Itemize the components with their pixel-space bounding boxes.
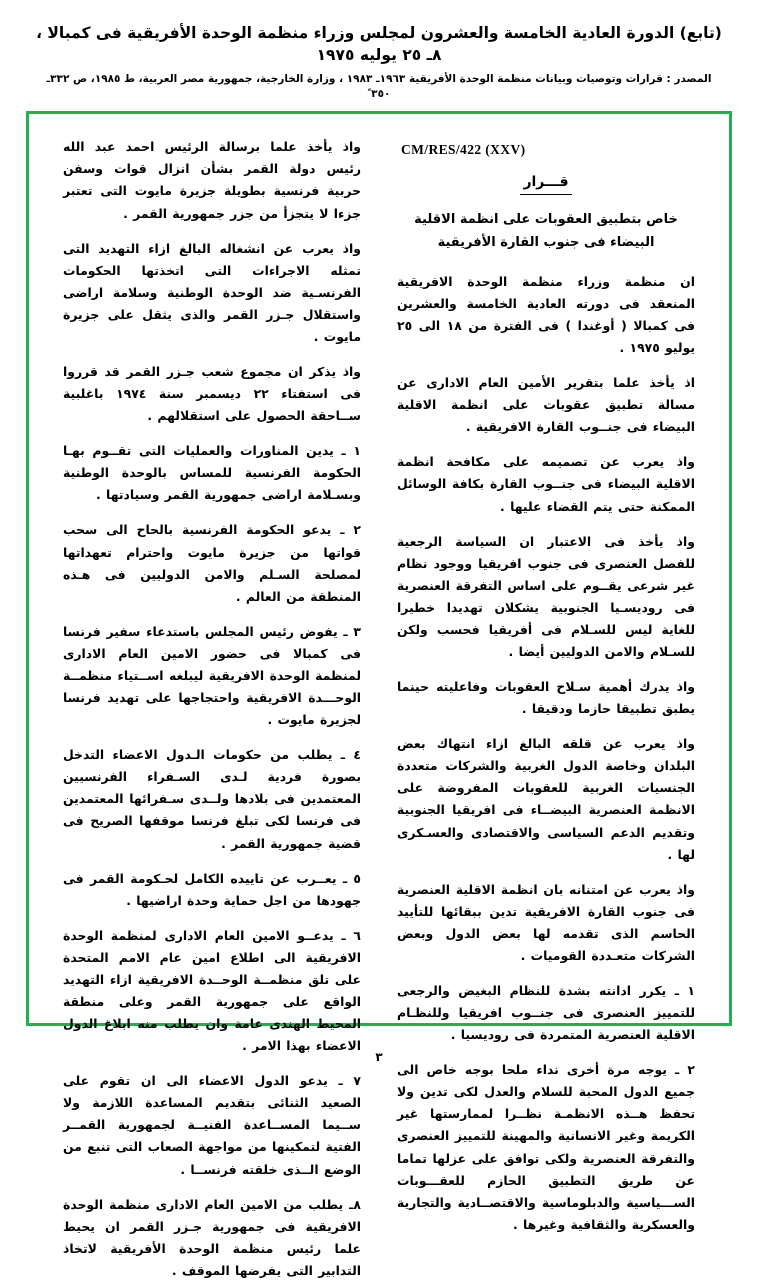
paragraph: ان منظمة وزراء منظمة الوحدة الافريقية المنعقد فى دورته العادية الخامسة والعشرين فى كمبالا ( أوغندا ) فى الفترة من ١٨ الى ٢٥ يوليو ١٩٧٥ . bbox=[397, 273, 695, 356]
paragraph: ٢ ـ يدعو الحكومة الفرنسية بالحاح الى سحب قواتها من جزيرة مايوت واحترام تعهداتها لمصلحة السـلم والامن الدوليين فى هـذه المنطقة من العالم . bbox=[63, 522, 361, 604]
paragraph: واذ يعرب عن قلقه البالغ ازاء انتهاك بعض البلدان وخاصة الدول الغربية والشركات متعددة الجنسيات الغربية للعقوبات المفروضة على الانظمة العنصرية البيضــاء فى افريقيا الجنوبية وتقديم الدعم السياسى والاقتصادى والعسـكرى لها . bbox=[397, 736, 695, 862]
paragraph: واذ يأخذ فى الاعتبار ان السياسة الرجعية للفصل العنصرى فى جنوب افريقيا ووجود نظام غير شرعى يقــوم على اساس التفرقة العنصرية فى روديسـيا الجنوبية يشكلان تهديدا خطيرا للغاية ليس للسـلام فى أفريقيا فحسب ولكن للسـلام والامن الدوليين أيضا . bbox=[397, 533, 695, 659]
page-header bbox=[26, 22, 732, 101]
paragraph: ٧ ـ يدعو الدول الاعضاء الى ان تقوم على الصعيد الثنائى بتقديم المساعدة اللازمة ولا ســيما المســاعدة الفنيــة لجمهورية القمــر الفتية لتمكينها من مواجهة الصعاب التى تنبع من الوضع الــذى خلقته فرنســا . bbox=[63, 1073, 361, 1177]
two-column-layout bbox=[45, 132, 713, 1278]
heading-divider bbox=[520, 194, 572, 195]
document-code: CM/RES/422 (XXV) bbox=[401, 142, 526, 158]
paragraph: اذ يأخذ علما بتقرير الأمين العام الادارى عن مسالة تطبيق عقوبات على انظمة الاقلية البيضاء فى جنــوب القارة الافريقية . bbox=[397, 375, 695, 435]
column-left bbox=[45, 132, 379, 1278]
paragraph: واذ يعرب عن تصميمه على مكافحة انظمة الاقلية البيضاء فى جنــوب القارة بكافة الوسائل الممكنة حتى يتم القضاء عليها . bbox=[397, 454, 695, 514]
paragraph: واذ يعرب عن امتنانه بان انظمة الاقلية العنصرية فى جنوب القارة الافريقية تدين ببقائها للتأييد الحاسم الذى تقدمه لها بعض الدول وبعض الشركات متعـددة القوميات . bbox=[397, 881, 695, 963]
header-title: (تابع) الدورة العادية الخامسة والعشرون لمجلس وزراء منظمة الوحدة الأفريقية فى كمبالا ، ٨ـ ٢٥ يوليه ١٩٧٥ bbox=[36, 24, 722, 65]
paragraph: ٢ ـ يوجه مرة أخرى نداء ملحا بوجه خاص الى جميع الدول المحبة للسلام والعدل لكى تدين ولا تحفظ هــذه الانظمـة نظــرا لممارستها غير الكريمة وغير الانسانية والمهينة للتمييز العنصرى والتفرقة العنصرية ولكى توافق على عزلها تماما عن طريق التطبيق الحازم للعقـــوبات الســـياسية والدبلوماسية والاقتصــادية والتجارية والعسكرية والثقافية وغيرها . bbox=[397, 1062, 695, 1232]
paragraph: ٦ ـ يدعــو الامين العام الادارى لمنظمة الوحدة الافريقية الى اطلاع امين عام الامم المتحدة على تلق منظمــة الوحــدة الافريقية ازاء التهديد الواقع على جمهورية القمر وعلى منطقة المحيط الهندى عامة وان يطلب منه ابلاغ الدول الاعضاء بهذا الامر . bbox=[63, 927, 361, 1054]
paragraph: واذ يذكر ان مجموع شعب جـزر القمر قد قرروا فى استفتاء ٢٢ ديسمبر سنة ١٩٧٤ باغلبية ســاحقة الحصول على استقلالهم . bbox=[63, 364, 361, 424]
page-number: ٣ bbox=[375, 1050, 383, 1064]
content-frame bbox=[26, 111, 732, 1278]
paragraph: واذ يعرب عن انشغاله البالغ ازاء التهديد التى تمثله الاجراءات التى اتخذتها الحكومات الفرنسـية ضد الوحدة الوطنية وسلامة اراضى واستقلال جـزر القمر والذى يثقل على جزيرة مايوت . bbox=[63, 240, 361, 344]
paragraph: واذ يأخذ علما برسالة الرئيس احمد عبد الله رئيس دولة القمر بشأن انزال قوات وسفن حربية فرنسية بطويلة جزيرة مايوت التى تعتبر جزءا لا يتجزأ من جزر جمهورية القمر . bbox=[63, 139, 361, 221]
paragraph: ١ ـ يدين المناورات والعمليات التى تقــوم بهـا الحكومة الفرنسية للمساس بالوحدة الوطنية وبسـلامة اراضى جمهورية القمر وسيادتها . bbox=[63, 443, 361, 503]
paragraph: ٣ ـ يفوض رئيس المجلس باستدعاء سفير فرنسا فى كمبالا فى حضور الامين العام الادارى لمنظمة الوحدة الافريقية ليبلغه اســتياء منظمــة الوحـــدة الافريقية واحتجاجها على تهديد فرنسا لجزيرة مايوت . bbox=[63, 623, 361, 728]
header-source: المصدر : قرارات وتوصيات وبيانات منظمة الوحدة الأفريقية ١٩٦٣ـ ١٩٨٣ ، وزارة الخارجية، جمهورية مصر العربية، ط ١٩٨٥، ص ٣٣٢ـ ٣٥٠ ً bbox=[46, 72, 712, 100]
column-right bbox=[379, 132, 713, 1232]
paragraph: واذ يدرك أهمية سـلاح العقوبات وفاعليته حينما يطبق تطبيقا حازما ودقيقا . bbox=[397, 679, 695, 717]
paragraph: ٥ ـ يعــرب عن تاييده الكامل لحـكومة القمر فى جهودها من اجل حماية وحدة اراضيها . bbox=[63, 870, 361, 908]
paragraph: ١ ـ يكرر ادانته بشدة للنظام البغيض والرجعى للتمييز العنصرى فى جنــوب افريقيا وللنظـام الاقلية العنصرية المتمردة فى روديسيا . bbox=[397, 983, 695, 1043]
paragraph: ٨ـ يطلب من الامين العام الادارى منظمة الوحدة الافريقية فى جمهورية جـزر القمر ان يحيط علما رئيس منظمة الوحدة الأفريقية لاتخاذ التدابير التى يفرضها الموقف . bbox=[63, 1196, 361, 1278]
resolution-title: خاص بتطبيق العقوبات على انظمة الاقلية البيضاء فى جنوب القارة الأفريقية bbox=[414, 212, 678, 251]
resolution-heading: قـــرار bbox=[523, 174, 569, 191]
paragraph: ٤ ـ يطلب من حكومات الـدول الاعضاء التدخل بصورة فردية لـدى السـفراء الفرنسيين المعتمدين فى بلادها ولــدى سـفرائها المعتمدين فى فرنسا لكى تبلغ فرنسا موقفها الصريح فى قضية جمهورية القمر . bbox=[63, 747, 361, 851]
